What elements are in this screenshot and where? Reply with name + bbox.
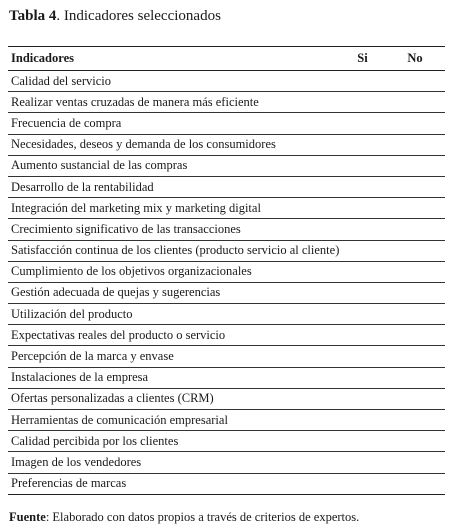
si-cell — [340, 367, 385, 388]
table-caption-label: Tabla 4 — [9, 8, 57, 24]
si-cell — [340, 155, 385, 176]
table-row — [8, 155, 445, 176]
table-row — [8, 240, 445, 261]
indicator-name-cell: Frecuencia de compra — [8, 113, 340, 134]
table-row — [8, 388, 445, 409]
table-row — [8, 410, 445, 431]
table-row — [8, 219, 445, 240]
table-row — [8, 431, 445, 452]
no-cell — [385, 71, 445, 92]
indicator-name-cell: Satisfacción continua de los clientes (producto servicio al cliente) — [8, 240, 340, 261]
no-cell — [385, 261, 445, 282]
indicator-name-cell: Herramientas de comunicación empresarial — [8, 410, 340, 431]
no-cell — [385, 431, 445, 452]
no-cell — [385, 113, 445, 134]
indicator-name-cell: Calidad del servicio — [8, 71, 340, 92]
si-cell — [340, 240, 385, 261]
si-cell — [340, 410, 385, 431]
si-cell — [340, 261, 385, 282]
no-cell — [385, 219, 445, 240]
indicator-name-cell: Imagen de los vendedores — [8, 452, 340, 473]
table-row — [8, 113, 445, 134]
si-cell — [340, 176, 385, 197]
no-cell — [385, 134, 445, 155]
table-caption-text: . Indicadores seleccionados — [56, 8, 221, 24]
indicator-name-cell: Cumplimiento de los objetivos organizacionales — [8, 261, 340, 282]
column-header-no: No — [385, 47, 445, 71]
table-row — [8, 71, 445, 92]
no-cell — [385, 176, 445, 197]
table-source-note — [9, 510, 359, 525]
indicator-name-cell: Preferencias de marcas — [8, 473, 340, 494]
si-cell — [340, 431, 385, 452]
si-cell — [340, 282, 385, 303]
no-cell — [385, 367, 445, 388]
table-row — [8, 176, 445, 197]
indicator-name-cell: Integración del marketing mix y marketing digital — [8, 198, 340, 219]
table-caption — [9, 8, 221, 25]
no-cell — [385, 198, 445, 219]
indicator-name-cell: Crecimiento significativo de las transacciones — [8, 219, 340, 240]
si-cell — [340, 388, 385, 409]
table-row — [8, 134, 445, 155]
table-row — [8, 325, 445, 346]
no-cell — [385, 155, 445, 176]
table-row — [8, 92, 445, 113]
indicator-name-cell: Calidad percibida por los clientes — [8, 431, 340, 452]
si-cell — [340, 134, 385, 155]
table-row — [8, 452, 445, 473]
indicator-name-cell: Percepción de la marca y envase — [8, 346, 340, 367]
table-row — [8, 473, 445, 494]
si-cell — [340, 219, 385, 240]
no-cell — [385, 240, 445, 261]
indicator-name-cell: Realizar ventas cruzadas de manera más eficiente — [8, 92, 340, 113]
table-row — [8, 346, 445, 367]
si-cell — [340, 325, 385, 346]
no-cell — [385, 410, 445, 431]
si-cell — [340, 346, 385, 367]
source-note-text: : Elaborado con datos propios a través de criterios de expertos. — [45, 510, 360, 524]
indicator-name-cell: Utilización del producto — [8, 304, 340, 325]
source-note-label: Fuente — [9, 510, 46, 524]
si-cell — [340, 452, 385, 473]
indicator-name-cell: Desarrollo de la rentabilidad — [8, 176, 340, 197]
table-row — [8, 304, 445, 325]
indicator-name-cell: Necesidades, deseos y demanda de los consumidores — [8, 134, 340, 155]
si-cell — [340, 198, 385, 219]
no-cell — [385, 304, 445, 325]
indicator-name-cell: Gestión adecuada de quejas y sugerencias — [8, 282, 340, 303]
no-cell — [385, 452, 445, 473]
indicators-table — [8, 46, 445, 495]
table-header-row — [8, 47, 445, 71]
indicators-table-container — [8, 46, 445, 495]
table-row — [8, 367, 445, 388]
si-cell — [340, 304, 385, 325]
si-cell — [340, 92, 385, 113]
table-row — [8, 261, 445, 282]
indicator-name-cell: Expectativas reales del producto o servicio — [8, 325, 340, 346]
table-row — [8, 198, 445, 219]
no-cell — [385, 388, 445, 409]
indicator-name-cell: Instalaciones de la empresa — [8, 367, 340, 388]
si-cell — [340, 113, 385, 134]
column-header-indicadores: Indicadores — [8, 47, 340, 71]
indicator-name-cell: Aumento sustancial de las compras — [8, 155, 340, 176]
no-cell — [385, 282, 445, 303]
no-cell — [385, 473, 445, 494]
no-cell — [385, 92, 445, 113]
table-row — [8, 282, 445, 303]
column-header-si: Si — [340, 47, 385, 71]
si-cell — [340, 71, 385, 92]
si-cell — [340, 473, 385, 494]
table-body — [8, 71, 445, 495]
indicator-name-cell: Ofertas personalizadas a clientes (CRM) — [8, 388, 340, 409]
no-cell — [385, 325, 445, 346]
no-cell — [385, 346, 445, 367]
table-header — [8, 47, 445, 71]
